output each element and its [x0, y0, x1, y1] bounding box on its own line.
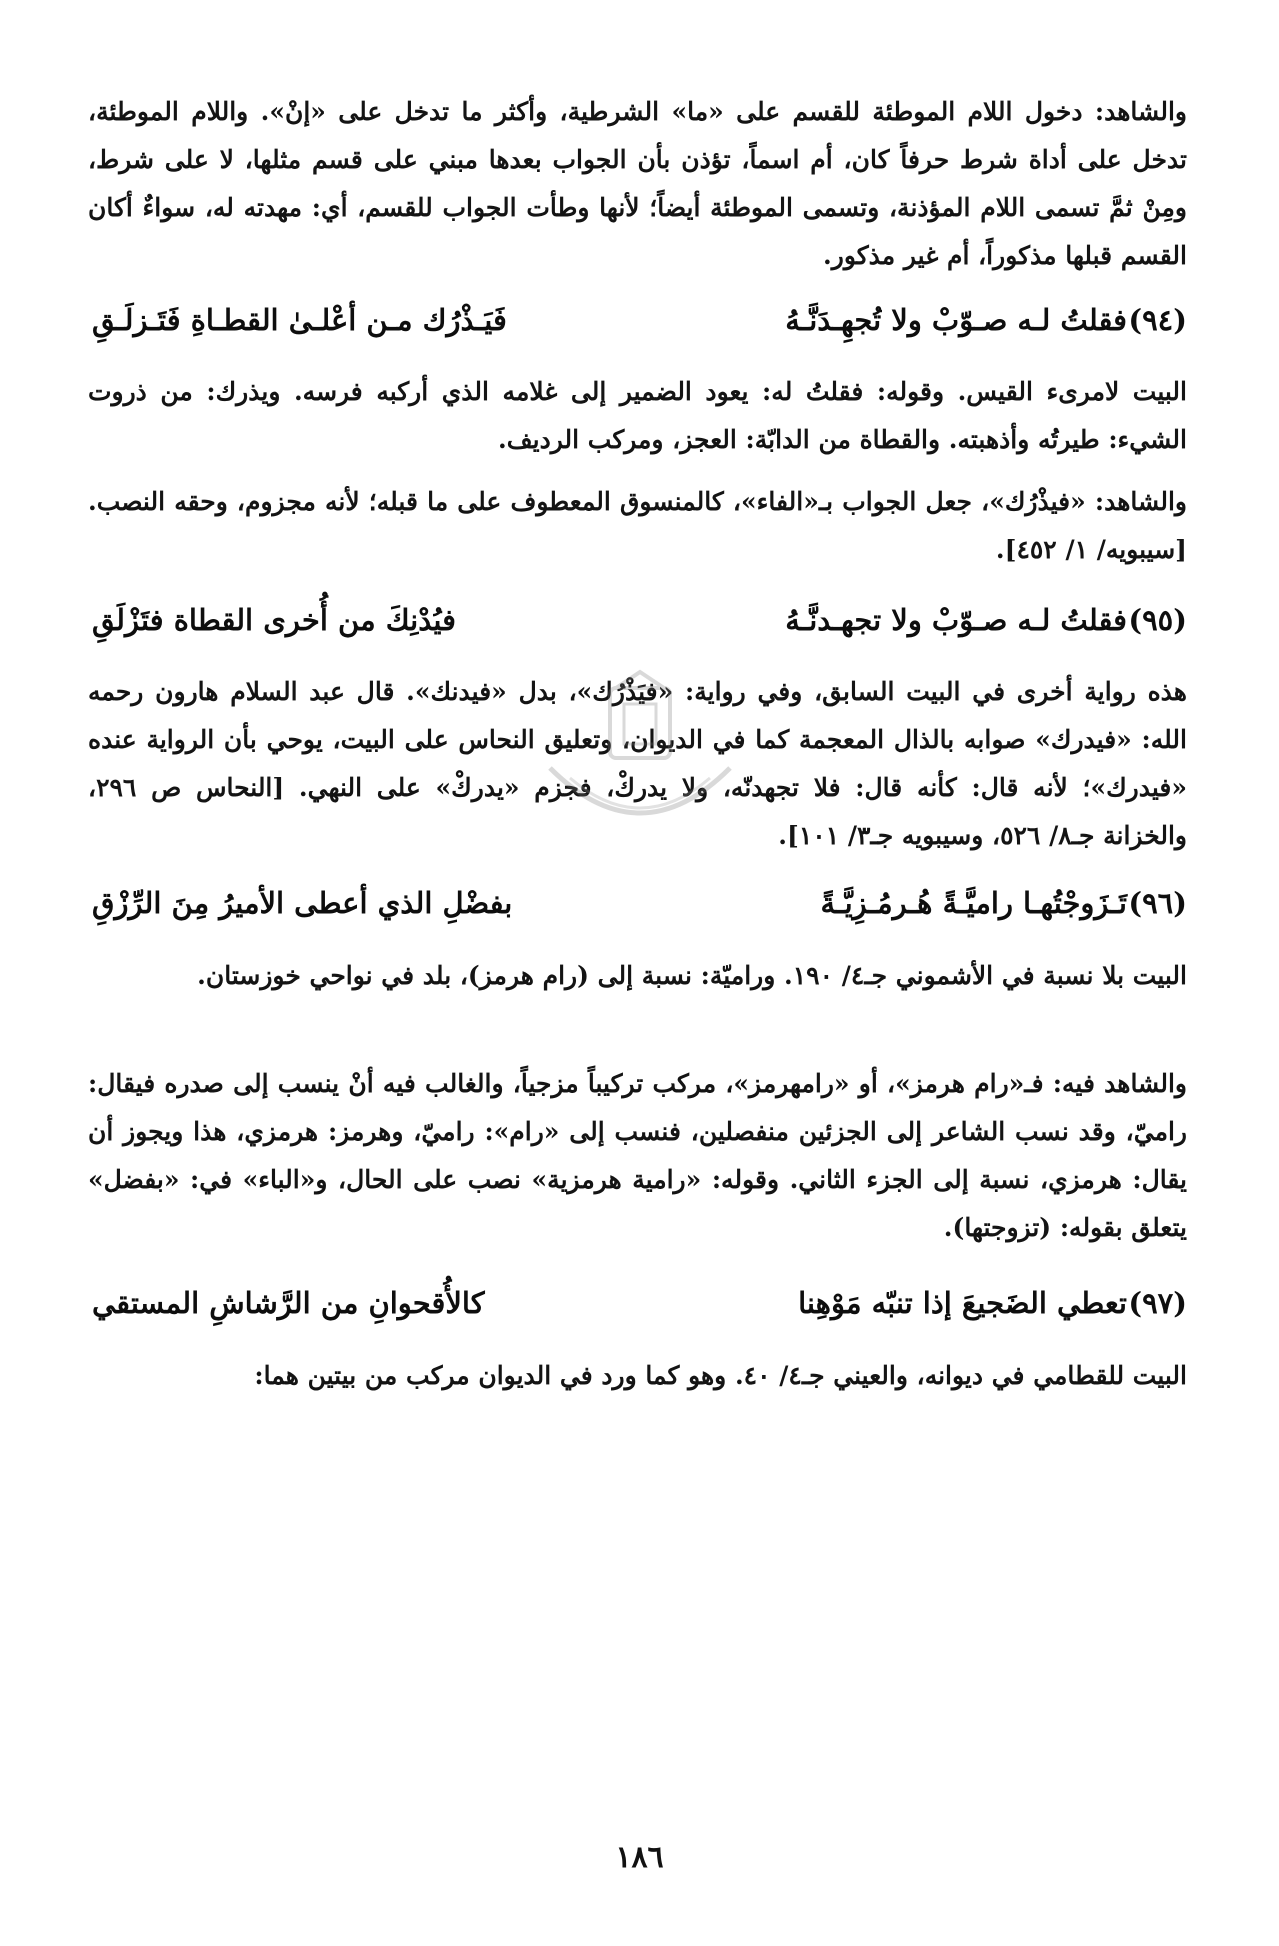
verse-96 [92, 878, 1187, 928]
verse-first-hemistich: فقلتُ لـه صـوّبْ ولا تجهـدنَّـهُ [785, 603, 1127, 637]
verse-number: (٩٤) [1128, 303, 1187, 337]
page-number: ١٨٦ [615, 1840, 664, 1875]
paragraph-nisba-explanation: والشاهد فيه: فـ«رام هرمز»، أو «رامهرمز»، مركب تركيباً مزجياً، والغالب فيه أنْ ينسب إلى صدره فيقال: راميّ، وقد نسب الشاعر إلى الجزئين منفصلين، فنسب إلى «رام»: راميّ، وهرمز: هرمزي، هذا ويجوز أن يقال: هرمزي، نسبة إلى الجزء الثاني. وقوله: «رامية هرمزية» نصب على الحال، و«الباء» في: «بفضل» يتعلق بقوله: (تزوجتها). [88, 1069, 1187, 1242]
verse-94 [92, 295, 1187, 345]
paragraph-another-narration: هذه رواية أخرى في البيت السابق، وفي رواية: «فيَذْرُك»، بدل «فيدنك». قال عبد السلام هارون رحمه الله: «فيدرك» صوابه بالذال المعجمة كما في الديوان، وتعليق النحاس على البيت، يوحي بأن الرواية عنده «فيدرك»؛ لأنه قال: كأنه قال: فلا تجهدنّه، ولا يدركْ، فجزم «يدركْ» على النهي. [النحاس ص ٢٩٦، والخزانة جـ٨/ ٥٢٦، وسيبويه جـ٣/ ١٠١]. [88, 677, 1187, 850]
verse-second-hemistich: بفضْلِ الذي أعطى الأميرُ مِنَ الرِّزْقِ [92, 886, 513, 920]
verse-first-hemistich: تَـزَوجْتُهـا راميَّـةً هُـرمُـزِيَّـةً [820, 886, 1127, 920]
verse-number: (٩٧) [1128, 1286, 1187, 1320]
paragraph-lam-muwattia: والشاهد: دخول اللام الموطئة للقسم على «ما» الشرطية، وأكثر ما تدخل على «إنْ». واللام الموطئة، تدخل على أداة شرط حرفاً كان، أم اسماً، تؤذن بأن الجواب بعدها مبني على قسم مثلها، لا على شرط، ومِنْ ثمَّ تسمى اللام المؤذنة، وتسمى الموطئة أيضاً؛ لأنها وطأت الجواب للقسم، أي: مهدته له، سواءٌ أكان القسم قبلها مذكوراً، أم غير مذكور. [88, 97, 1187, 270]
verse-second-hemistich: فيُدْنِكَ من أُخرى القطاة فتَزْلَقِ [92, 603, 457, 637]
paragraph-imru-al-qays: البيت لامرىء القيس. وقوله: فقلتُ له: يعود الضمير إلى غلامه الذي أركبه فرسه. ويذرك: من ذروت الشيء: طيرتُه وأذهبته. والقطاة من الدابّة: العجز، ومركب الرديف. [88, 377, 1187, 454]
verse-95 [92, 595, 1187, 645]
verse-second-hemistich: كالأُقحوانِ من الرَّشاشِ المستقي [92, 1286, 485, 1320]
verse-first-hemistich: فقلتُ لـه صـوّبْ ولا تُجهِـدَنَّـهُ [785, 303, 1127, 337]
paragraph-ram-hurmuz: البيت بلا نسبة في الأشموني جـ٤/ ١٩٠. وراميّة: نسبة إلى (رام هرمز)، بلد في نواحي خوزستان. [197, 961, 1187, 990]
verse-second-hemistich: فَيَـذْرُك مـن أعْلـىٰ القطـاةِ فَتَـزلَـقِ [92, 303, 507, 337]
paragraph-qutami: البيت للقطامي في ديوانه، والعيني جـ٤/ ٤٠. وهو كما ورد في الديوان مركب من بيتين هما: [254, 1361, 1187, 1390]
paragraph-shahid-fayadhruk: والشاهد: «فيذْرُك»، جعل الجواب بـ«الفاء»، كالمنسوق المعطوف على ما قبله؛ لأنه مجزوم، وحقه النصب. [سيبويه/ ١/ ٤٥٢]. [88, 487, 1187, 564]
verse-number: (٩٥) [1128, 603, 1187, 637]
verse-number: (٩٦) [1128, 886, 1187, 920]
verse-97 [92, 1278, 1187, 1328]
verse-first-hemistich: تعطي الضَجيعَ إذا تنبّه مَوْهِنا [798, 1286, 1127, 1320]
